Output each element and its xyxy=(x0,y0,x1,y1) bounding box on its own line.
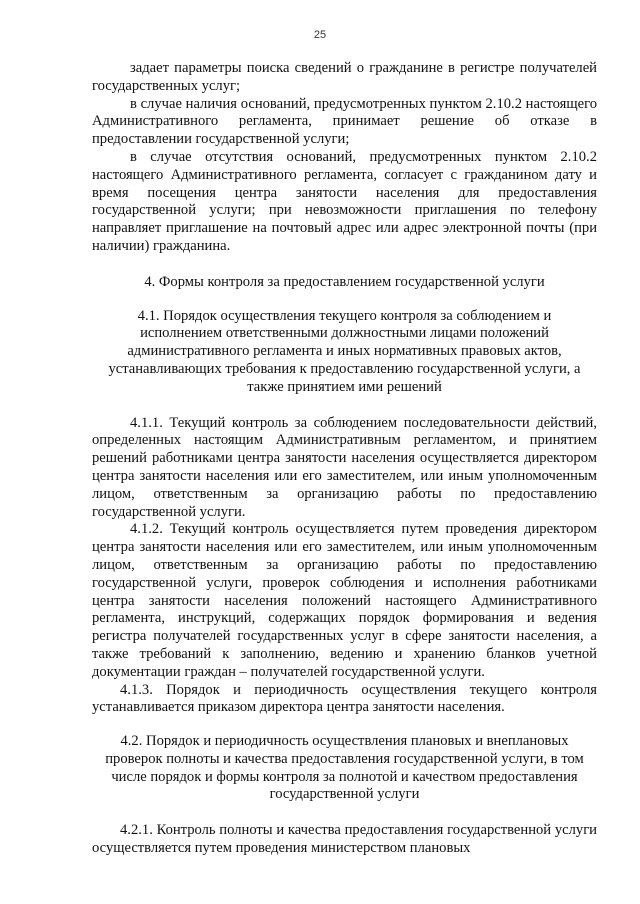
document-body xyxy=(92,60,597,858)
section-4-1-heading: 4.1. Порядок осуществления текущего контроля за соблюдением и исполнением ответственными должностными лицами положений административного регламента и иных нормативных правовых актов, устанавливающих требования к предоставлению государственной услуги, а также принятием ими решений xyxy=(108,307,581,395)
section-4-heading: 4. Формы контроля за предоставлением государственной услуги xyxy=(144,273,545,290)
section-4-2-heading: 4.2. Порядок и периодичность осуществления плановых и внеплановых проверок полноты и качества предоставления государственной услуги, в том числе порядок и формы контроля за полнотой и качеством предоставления государственной услуги xyxy=(105,733,584,803)
paragraph-4-1-1: 4.1.1. Текущий контроль за соблюдением последовательности действий, определенных настоящим Административным регламентом, и принятием решений работниками центра занятости населения осуществляется директором центра занятости населения или его заместителем, или иным уполномоченным лицом, ответственным за организацию работы по предоставлению государственной услуги. xyxy=(92,414,597,520)
paragraph-agreement-case: в случае отсутствия оснований, предусмотренных пунктом 2.10.2 настоящего Административного регламента, согласует с гражданином дату и время посещения центра занятости населения для предоставления государственной услуги; при невозможности приглашения по телефону направляет приглашение на почтовый адрес или адрес электронной почты (при наличии) гражданина. xyxy=(92,148,597,254)
paragraph-4-2-1: 4.2.1. Контроль полноты и качества предоставления государственной услуги осуществляется путем проведения министерством плановых xyxy=(92,822,597,857)
paragraph-4-1-3: 4.1.3. Порядок и периодичность осуществления текущего контроля устанавливается приказом директора центра занятости населения. xyxy=(92,681,597,716)
paragraph-search-params: задает параметры поиска сведений о гражданине в регистре получателей государственных услуг; xyxy=(92,60,597,94)
paragraph-4-1-2: 4.1.2. Текущий контроль осуществляется путем проведения директором центра занятости населения или его заместителем, или иным уполномоченным лицом, ответственным за организацию работы по предоставлению государственной услуги, проверок соблюдения и исполнения работниками центра занятости населения положений настоящего Административного регламента, инструкций, содержащих порядок формирования и ведения регистра получателей государственных услуг в сфере занятости населения, а также требований к заполнению, ведению и хранению бланков учетной документации граждан – получателей государственной услуги. xyxy=(92,521,597,680)
page-number: 25 xyxy=(313,29,327,41)
paragraph-refusal-case: в случае наличия оснований, предусмотренных пунктом 2.10.2 настоящего Административного регламента, принимает решение об отказе в предоставлении государственной услуги; xyxy=(92,95,597,148)
